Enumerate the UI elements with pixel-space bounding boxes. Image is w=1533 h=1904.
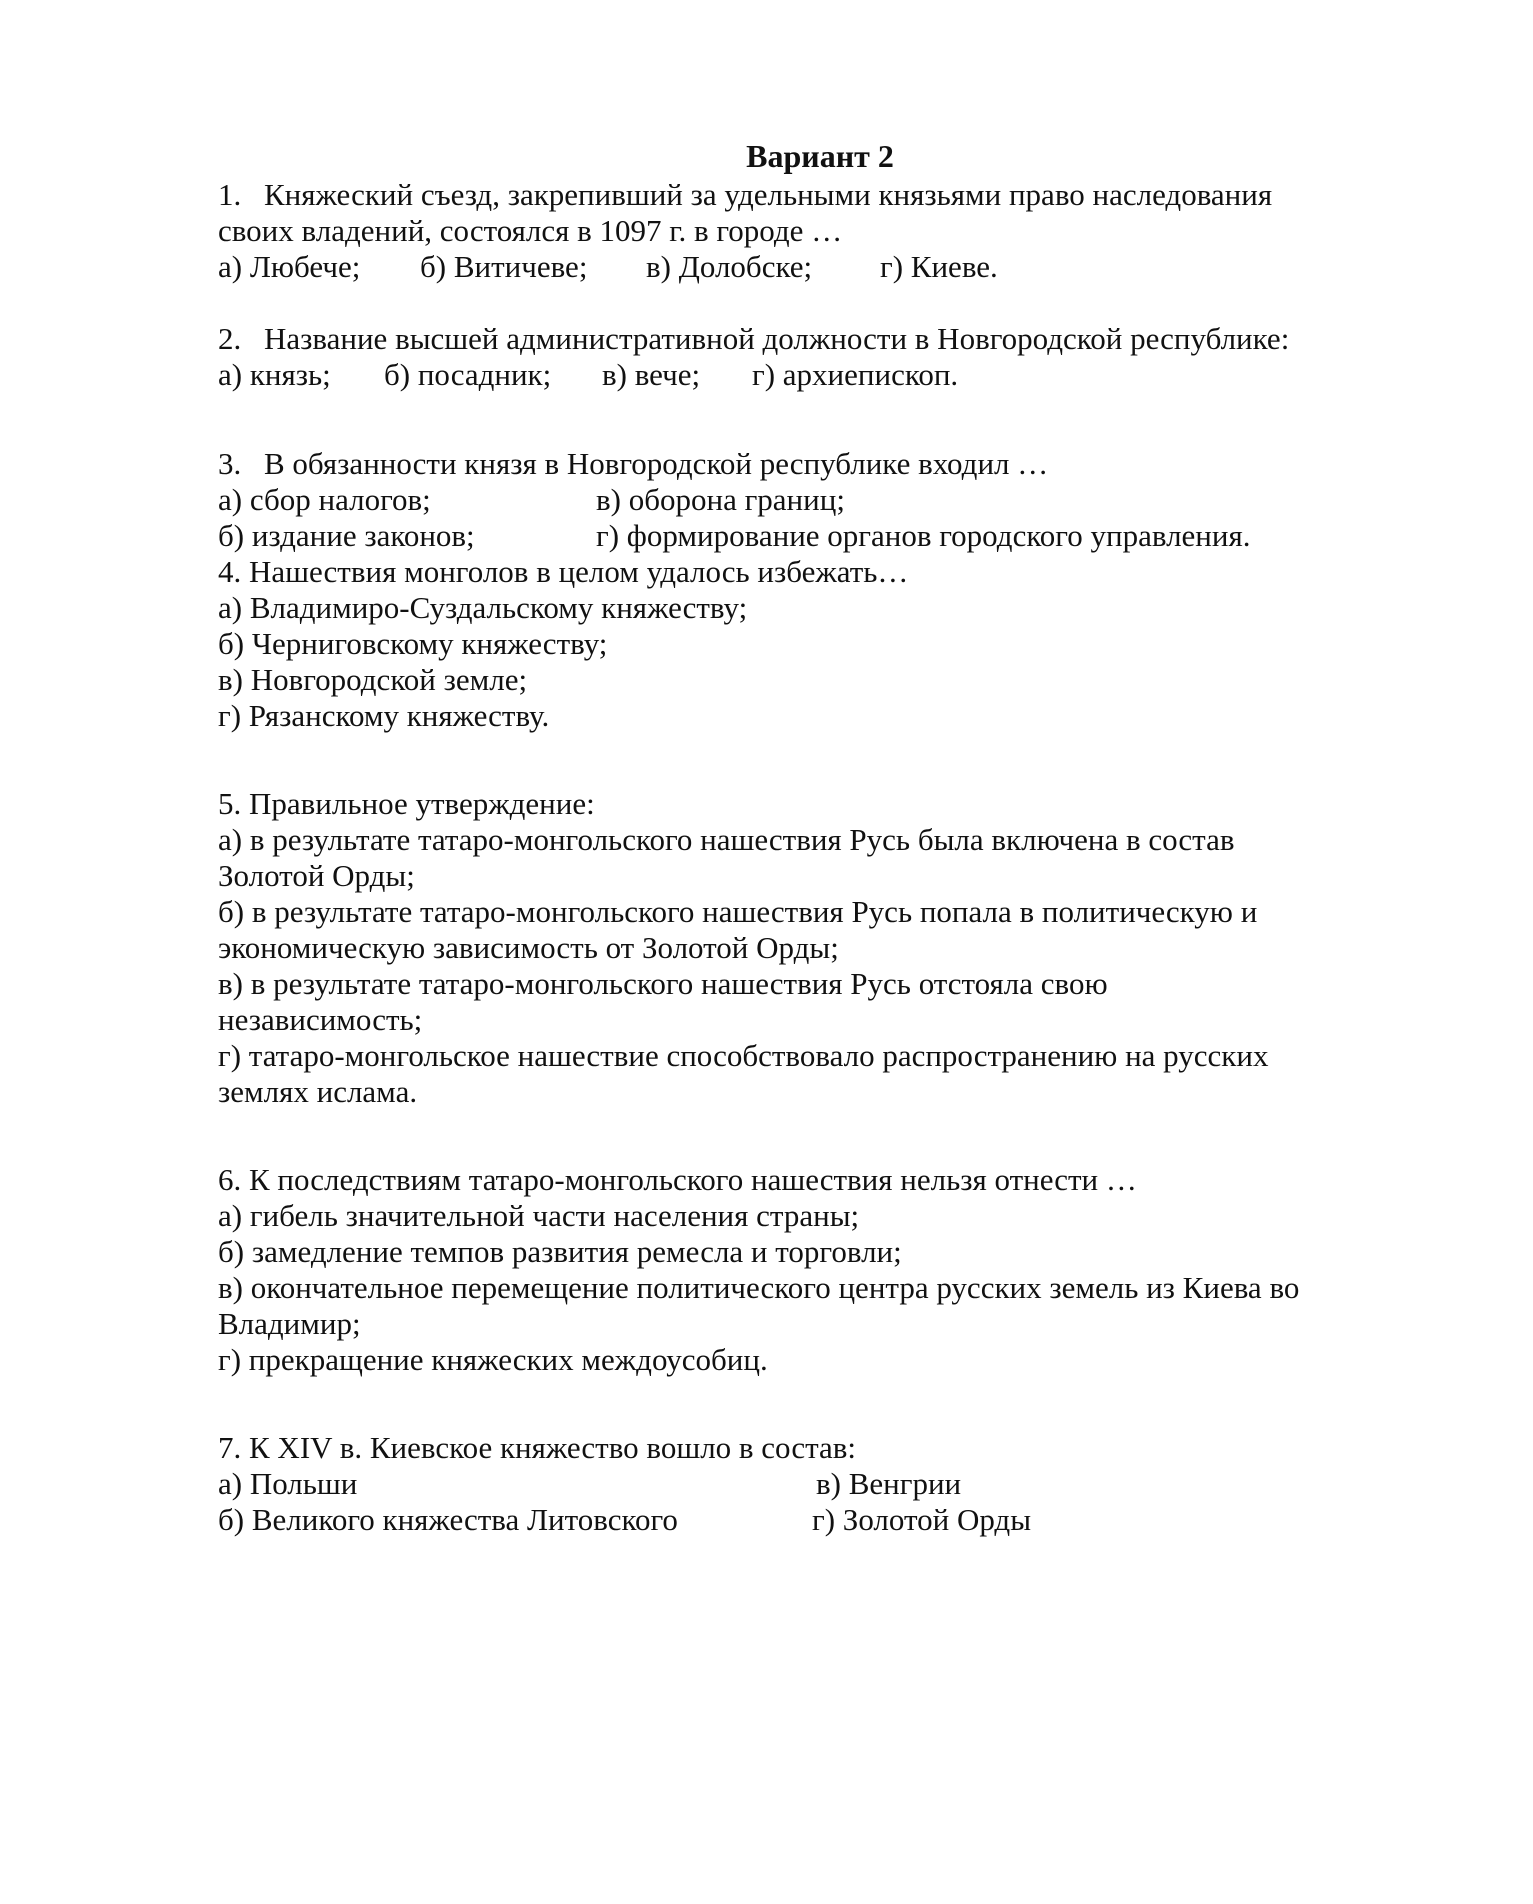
question-5-option-d-line-2: землях ислама. — [218, 1074, 418, 1109]
question-3-text — [218, 446, 1048, 482]
question-6-option-c-line-2: Владимир; — [218, 1306, 361, 1341]
question-5-line-1: 5. Правильное утверждение: — [218, 786, 595, 821]
question-6-option-c-line-1: в) окончательное перемещение политического центра русских земель из Киева во — [218, 1270, 1300, 1305]
question-6-option-a: а) гибель значительной части населения страны; — [218, 1198, 860, 1233]
question-3-number: 3. — [218, 446, 242, 481]
question-4-option-c: в) Новгородской земле; — [218, 662, 528, 697]
question-7-line-1: 7. К XIV в. Киевское княжество вошло в состав: — [218, 1430, 857, 1465]
question-4-option-a: а) Владимиро-Суздальскому княжеству; — [218, 590, 748, 625]
question-1-option-c: в) Долобске; — [646, 249, 813, 284]
page-title: Вариант 2 — [746, 138, 894, 174]
question-3-option-b: б) издание законов; — [218, 518, 475, 553]
question-4-line-1: 4. Нашествия монголов в целом удалось избежать… — [218, 554, 909, 589]
question-2-line-1: Название высшей административной должности в Новгородской республике: — [264, 321, 1290, 356]
question-3-option-d: г) формирование органов городского управления. — [596, 518, 1251, 553]
question-3-option-c: в) оборона границ; — [596, 482, 845, 517]
question-5-option-b-line-1: б) в результате татаро-монгольского нашествия Русь попала в политическую и — [218, 894, 1258, 929]
question-3-line-1: В обязанности князя в Новгородской республике входил … — [264, 446, 1049, 481]
question-7-option-a: а) Польши — [218, 1466, 358, 1501]
question-5-option-c-line-1: в) в результате татаро-монгольского нашествия Русь отстояла свою — [218, 966, 1108, 1001]
question-1-line-1: Княжеский съезд, закрепивший за удельными князьями право наследования — [264, 177, 1273, 212]
question-2-option-a: а) князь; — [218, 357, 331, 392]
question-2-number: 2. — [218, 321, 242, 356]
question-5-option-a-line-2: Золотой Орды; — [218, 858, 415, 893]
question-5-option-a-line-1: а) в результате татаро-монгольского нашествия Русь была включена в состав — [218, 822, 1235, 857]
question-6-option-d: г) прекращение княжеских междоусобиц. — [218, 1342, 768, 1377]
question-2-option-d: г) архиепископ. — [752, 357, 959, 392]
question-4-option-d: г) Рязанскому княжеству. — [218, 698, 550, 733]
question-7-option-c: в) Венгрии — [816, 1466, 962, 1501]
question-2-option-c: в) вече; — [602, 357, 701, 392]
question-7-option-d: г) Золотой Орды — [812, 1502, 1032, 1537]
question-1-line-2: своих владений, состоялся в 1097 г. в городе … — [218, 213, 843, 248]
question-1-option-a: а) Любече; — [218, 249, 361, 284]
question-7-option-b: б) Великого княжества Литовского — [218, 1502, 678, 1537]
question-1-option-d: г) Киеве. — [880, 249, 998, 284]
question-6-option-b: б) замедление темпов развития ремесла и торговли; — [218, 1234, 902, 1269]
question-4-option-b: б) Черниговскому княжеству; — [218, 626, 608, 661]
question-2-text — [218, 321, 1289, 357]
question-1-text — [218, 177, 1272, 213]
question-5-option-d-line-1: г) татаро-монгольское нашествие способствовало распространению на русских — [218, 1038, 1269, 1073]
question-5-option-c-line-2: независимость; — [218, 1002, 423, 1037]
question-3-option-a: а) сбор налогов; — [218, 482, 431, 517]
question-6-line-1: 6. К последствиям татаро-монгольского нашествия нельзя отнести … — [218, 1162, 1137, 1197]
question-2-option-b: б) посадник; — [384, 357, 552, 392]
question-1-option-b: б) Витичеве; — [420, 249, 588, 284]
question-1-number: 1. — [218, 177, 242, 212]
question-5-option-b-line-2: экономическую зависимость от Золотой Орды; — [218, 930, 839, 965]
